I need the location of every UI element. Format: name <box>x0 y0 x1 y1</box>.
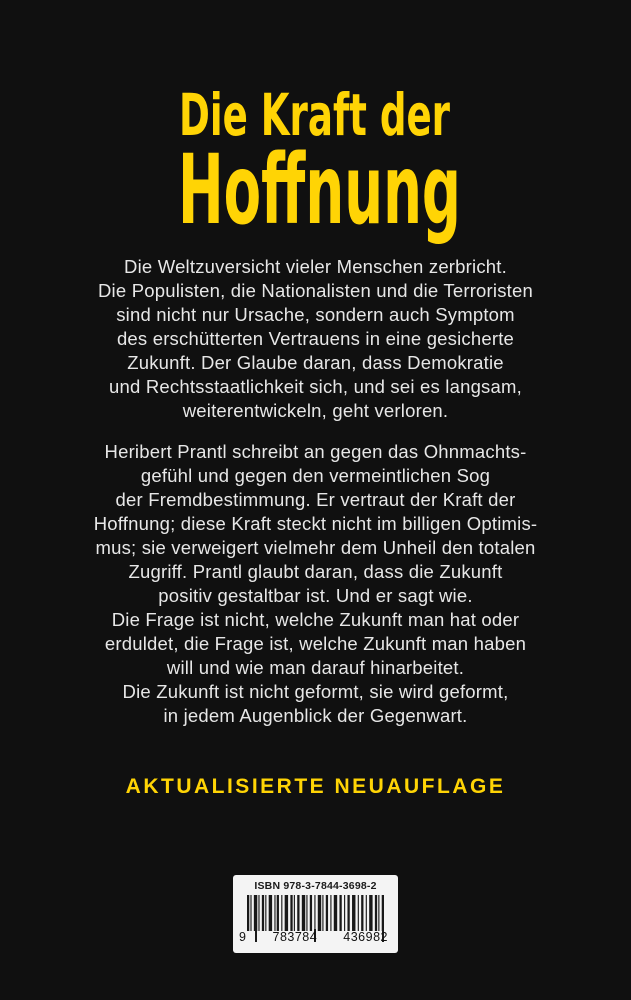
blurb-line: Heribert Prantl schreibt an gegen das Ohnmachts- <box>104 441 527 462</box>
title-line-1: Die Kraft der <box>179 81 451 149</box>
isbn-barcode <box>233 875 398 953</box>
barcode-bars-graphic <box>247 895 384 931</box>
blurb-line: in jedem Augenblick der Gegenwart. <box>163 705 468 726</box>
blurb-line: Die Weltzuversicht vieler Menschen zerbricht. <box>124 256 507 277</box>
edition-note: AKTUALISIERTE NEUAUFLAGE <box>125 775 506 798</box>
blurb-line: weiterentwickeln, geht verloren. <box>182 400 449 421</box>
title-line-2: Hoffnung <box>178 134 461 246</box>
blurb-line: Die Frage ist nicht, welche Zukunft man hat oder <box>111 609 520 630</box>
ean-digit-group: 436982 <box>343 930 388 944</box>
blurb-line: gefühl und gegen den vermeintlichen Sog <box>140 465 491 486</box>
blurb-line: und Rechtsstaatlichkeit sich, und sei es langsam, <box>109 376 522 397</box>
blurb-paragraph-1 <box>0 255 631 423</box>
blurb-line: Zugriff. Prantl glaubt daran, dass die Zukunft <box>128 561 503 582</box>
blurb-line: Zukunft. Der Glaube daran, dass Demokratie <box>127 352 504 373</box>
blurb-line: Die Populisten, die Nationalisten und die Terroristen <box>98 280 533 301</box>
blurb-line: Hoffnung; diese Kraft steckt nicht im billigen Optimis- <box>93 513 538 534</box>
blurb-line: des erschütterten Vertrauens in eine gesicherte <box>116 328 515 349</box>
blurb-line: der Fremdbestimmung. Er vertraut der Kraft der <box>115 489 516 510</box>
ean-digit-group: 783784 <box>272 930 318 944</box>
blurb-paragraph-2 <box>0 440 631 728</box>
blurb-line: positiv gestaltbar ist. Und er sagt wie. <box>158 585 473 606</box>
ean-digit-group: 9 <box>239 930 247 944</box>
blurb-line: Die Zukunft ist nicht geformt, sie wird geformt, <box>122 681 509 702</box>
blurb-line: sind nicht nur Ursache, sondern auch Symptom <box>116 304 515 325</box>
book-title <box>0 0 631 250</box>
blurb-line: mus; sie verweigert vielmehr dem Unheil den totalen <box>95 537 536 558</box>
blurb-line: erduldet, die Frage ist, welche Zukunft man haben <box>104 633 527 654</box>
blurb-line: will und wie man darauf hinarbeitet. <box>166 657 465 678</box>
ean-digits <box>239 930 388 945</box>
isbn-number: ISBN 978-3-7844-3698-2 <box>254 880 377 892</box>
